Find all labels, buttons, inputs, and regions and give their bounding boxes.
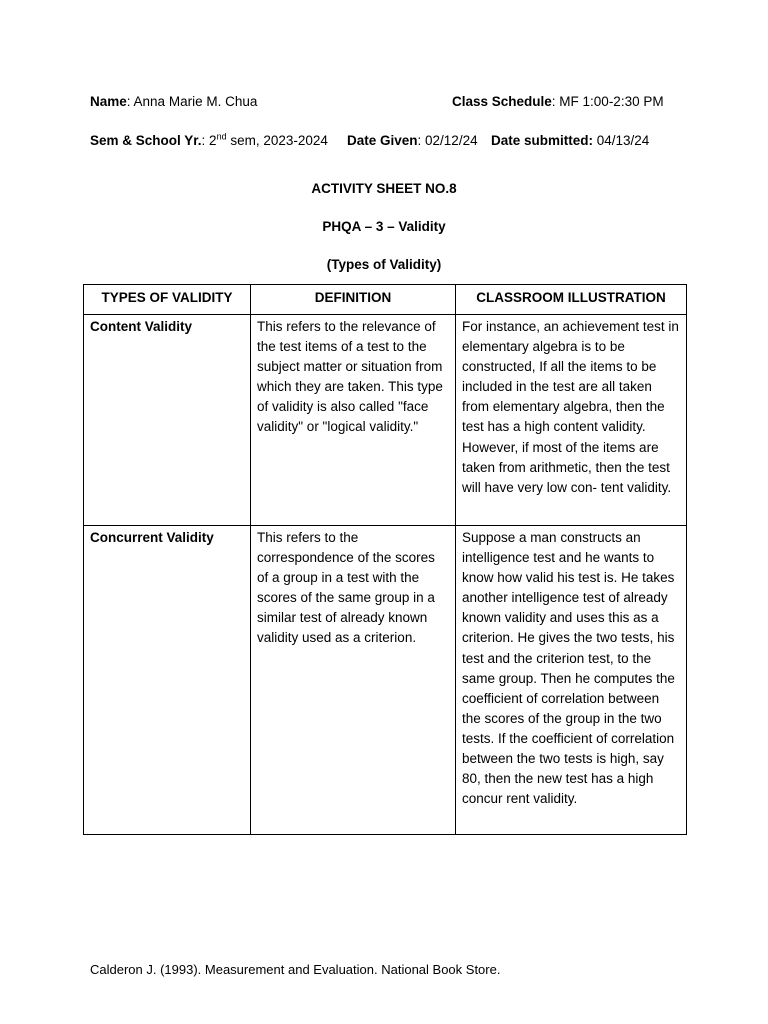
date-given-label: Date Given: [347, 133, 418, 148]
name-field: [90, 94, 257, 109]
table-header-row: [84, 285, 687, 315]
table-row: [84, 526, 687, 835]
sem-school-year-label: Sem & School Yr.: [90, 133, 202, 148]
sem-value-suffix: sem, 2023-2024: [226, 133, 328, 148]
topic-title: (Types of Validity): [326, 257, 442, 272]
name-value: : Anna Marie M. Chua: [126, 94, 258, 109]
table-row: [84, 315, 687, 526]
column-header-definition: DEFINITION: [251, 285, 456, 315]
class-schedule-label: Class Schedule: [452, 94, 552, 109]
class-schedule-value: : MF 1:00-2:30 PM: [551, 94, 664, 109]
date-submitted-value: 04/13/24: [593, 133, 650, 148]
definition-cell: This refers to the relevance of the test items of a test to the subject matter or situation from which they are taken. This type of validity is also called "face validity" or "logical validity.": [251, 315, 456, 526]
sem-value-prefix: : 2: [201, 133, 217, 148]
activity-title: ACTIVITY SHEET NO.8: [311, 181, 457, 196]
name-label: Name: [90, 94, 127, 109]
date-given-value: : 02/12/24: [417, 133, 478, 148]
class-schedule-field: [452, 94, 664, 109]
subject-title: PHQA – 3 – Validity: [322, 219, 446, 234]
validity-type-cell: Content Validity: [84, 315, 251, 526]
sem-value-superscript: nd: [216, 131, 227, 142]
illustration-cell: For instance, an achievement test in elementary algebra is to be constructed, If all the items to be included in the test are all taken from elementary algebra, then the test has a high content validity. However, if most of the items are taken from arithmetic, then the test will have very low con- tent validity.: [456, 315, 687, 526]
definition-cell: This refers to the correspondence of the scores of a group in a test with the scores of the same group in a similar test of already known validity used as a criterion.: [251, 526, 456, 835]
date-given-field: [347, 133, 478, 148]
date-submitted-field: [491, 133, 649, 148]
citation: Calderon J. (1993). Measurement and Evaluation. National Book Store.: [90, 962, 501, 977]
validity-table: [83, 284, 687, 835]
column-header-types: TYPES OF VALIDITY: [84, 285, 251, 315]
column-header-illustration: CLASSROOM ILLUSTRATION: [456, 285, 687, 315]
sem-school-year-field: [90, 133, 328, 148]
validity-type-cell: Concurrent Validity: [84, 526, 251, 835]
illustration-cell: Suppose a man constructs an intelligence test and he wants to know how valid his test is. He takes another intelligence test of already known validity and uses this as a criterion. He gives the two tests, his test and the criterion test, to the same group. Then he computes the coefficient of correlation between the scores of the group in the two tests. If the coefficient of correlation between the two tests is high, say 80, then the new test has a high concur rent validity.: [456, 526, 687, 835]
date-submitted-label: Date submitted:: [491, 133, 594, 148]
